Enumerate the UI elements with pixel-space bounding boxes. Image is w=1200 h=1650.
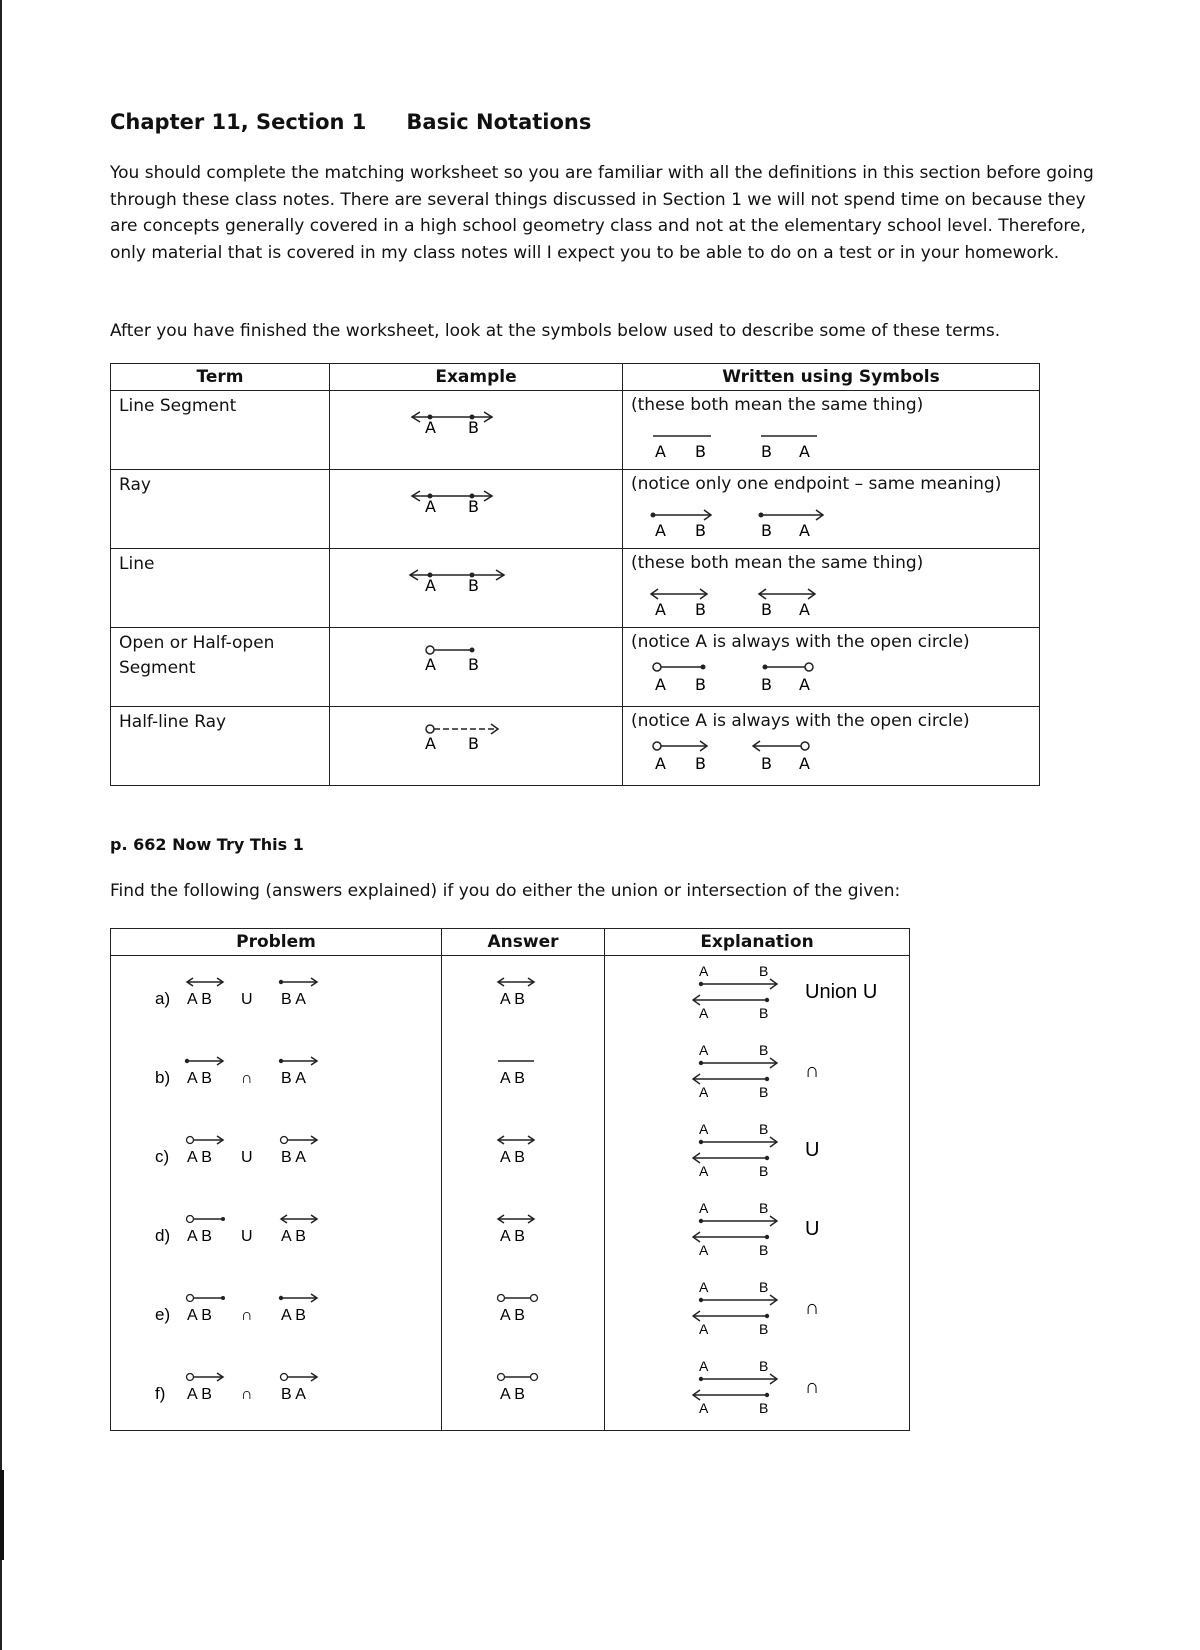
page-heading [110, 110, 591, 134]
header-symbols: Written using Symbols [623, 364, 1040, 391]
svg-text:B: B [761, 442, 772, 461]
table-header-row [111, 929, 910, 956]
section-title: p. 662 Now Try This 1 [110, 835, 304, 854]
answer-value: A B [500, 991, 525, 1008]
problem-letter: c) [155, 1147, 170, 1166]
svg-text:A: A [799, 442, 810, 461]
problem-notation [111, 1035, 441, 1114]
term-cell: Ray [119, 475, 151, 495]
answer-notation [442, 1272, 604, 1351]
sketch-label: B [759, 1200, 769, 1216]
operator-symbol: ∩ [241, 1307, 253, 1324]
svg-text:B: B [695, 442, 706, 461]
problem-letter: e) [155, 1305, 171, 1324]
problem-cell [111, 1035, 442, 1114]
union-intersection-table [110, 928, 910, 1431]
notation-table [110, 363, 1040, 786]
explanation-cell [605, 1351, 910, 1431]
svg-text:B: B [468, 655, 479, 674]
problem-cell [111, 1193, 442, 1272]
explanation-operator: U [805, 1139, 820, 1161]
problem-operand: A B [187, 1307, 212, 1324]
sketch-label: B [759, 1242, 769, 1258]
problem-operand: A B [187, 1228, 212, 1245]
table-row [111, 956, 910, 1036]
table-row [111, 549, 1040, 628]
symbols-note: (notice A is always with the open circle) [631, 632, 970, 652]
svg-text:A: A [655, 442, 666, 461]
answer-cell [442, 1114, 605, 1193]
point-label: B [468, 418, 479, 437]
explanation-sketch [605, 956, 909, 1035]
sketch-label: B [759, 1400, 769, 1416]
problem-operand: A B [281, 1228, 306, 1245]
answer-value: A B [500, 1149, 525, 1166]
term-cell: Open or Half-open Segment [119, 633, 275, 678]
answer-notation [442, 1351, 604, 1430]
svg-text:B: B [468, 734, 479, 753]
svg-text:B: B [761, 521, 772, 540]
problem-cell [111, 1272, 442, 1351]
answer-value: A B [500, 1307, 525, 1324]
table-row [111, 1035, 910, 1114]
problem-cell [111, 956, 442, 1036]
answer-notation [442, 1114, 604, 1193]
segment-symbol-diagram [623, 416, 1039, 466]
svg-text:A: A [799, 754, 810, 773]
problem-notation [111, 1193, 441, 1272]
sketch-label: A [699, 963, 709, 979]
operator-symbol: U [241, 1149, 253, 1166]
svg-text:B: B [468, 497, 479, 516]
problem-operand: B A [281, 1070, 306, 1087]
table-row [111, 470, 1040, 549]
sketch-label: A [699, 1321, 709, 1337]
sketch-label: A [699, 1400, 709, 1416]
term-cell: Half-line Ray [119, 712, 227, 732]
sketch-label: B [759, 1321, 769, 1337]
explanation-cell [605, 1114, 910, 1193]
instruction-paragraph: Find the following (answers explained) if you do either the union or intersection of the given: [110, 881, 901, 901]
explanation-sketch [605, 1114, 909, 1193]
problem-notation [111, 1272, 441, 1351]
symbols-cell [623, 549, 1040, 628]
svg-text:A: A [425, 497, 436, 516]
svg-text:B: B [695, 754, 706, 773]
term-cell: Line Segment [119, 396, 237, 416]
problem-operand: A B [187, 1149, 212, 1166]
explanation-cell [605, 956, 910, 1036]
answer-value: A B [500, 1228, 525, 1245]
open-segment-symbol-diagram [623, 653, 1039, 703]
sketch-label: B [759, 1042, 769, 1058]
sketch-label: B [759, 1084, 769, 1100]
problem-cell [111, 1114, 442, 1193]
sketch-label: A [699, 1279, 709, 1295]
table-row [111, 1193, 910, 1272]
header-answer: Answer [442, 929, 605, 956]
table-row [111, 391, 1040, 470]
svg-text:A: A [655, 521, 666, 540]
sketch-label: A [699, 1163, 709, 1179]
svg-text:B: B [468, 576, 479, 595]
example-cell [330, 549, 623, 628]
table-row [111, 1272, 910, 1351]
svg-text:A: A [655, 675, 666, 694]
sketch-label: A [699, 1200, 709, 1216]
example-cell [330, 470, 623, 549]
answer-value: A B [500, 1070, 525, 1087]
sketch-label: B [759, 963, 769, 979]
problem-notation [111, 1351, 441, 1430]
segment-example-diagram [330, 391, 622, 469]
sketch-label: A [699, 1084, 709, 1100]
explanation-cell [605, 1272, 910, 1351]
svg-text:B: B [761, 675, 772, 694]
svg-text:B: B [761, 754, 772, 773]
explanation-operator: ∩ [805, 1376, 820, 1398]
problem-operand: B A [281, 1386, 306, 1403]
svg-text:A: A [425, 576, 436, 595]
explanation-cell [605, 1035, 910, 1114]
explanation-sketch [605, 1035, 909, 1114]
answer-cell [442, 956, 605, 1036]
sketch-label: A [699, 1242, 709, 1258]
svg-text:A: A [425, 734, 436, 753]
term-cell: Line [119, 554, 155, 574]
header-example: Example [330, 364, 623, 391]
symbols-cell [623, 470, 1040, 549]
open-segment-example-diagram [330, 628, 622, 706]
sketch-label: B [759, 1005, 769, 1021]
explanation-operator: Union U [805, 981, 878, 1003]
answer-cell [442, 1035, 605, 1114]
problem-notation [111, 956, 441, 1035]
sketch-label: A [699, 1121, 709, 1137]
problem-notation [111, 1114, 441, 1193]
line-example-diagram [330, 549, 622, 627]
ray-example-diagram [330, 470, 622, 548]
svg-text:A: A [799, 600, 810, 619]
answer-cell [442, 1193, 605, 1272]
explanation-sketch [605, 1193, 909, 1272]
answer-value: A B [500, 1386, 525, 1403]
table-row [111, 707, 1040, 786]
svg-text:B: B [695, 521, 706, 540]
problem-cell [111, 1351, 442, 1431]
sketch-label: A [699, 1042, 709, 1058]
header-explanation: Explanation [605, 929, 910, 956]
sketch-label: B [759, 1163, 769, 1179]
problem-operand: A B [187, 991, 212, 1008]
after-paragraph: After you have finished the worksheet, look at the symbols below used to describe some of these terms. [110, 321, 1001, 341]
example-cell [330, 628, 623, 707]
chapter-title: Chapter 11, Section 1 [110, 110, 367, 134]
problem-operand: B A [281, 1149, 306, 1166]
intro-paragraph: You should complete the matching worksheet so you are familiar with all the definitions in this section before going through these class notes. There are several things discussed in Section 1 we will not spend time on because they are concepts generally covered in a high school geometry class and not at the elementary school level. Therefore, only material that is covered in my class notes will I expect you to be able to do on a test or in your homework. [110, 163, 1094, 263]
table-row [111, 1351, 910, 1431]
explanation-sketch [605, 1272, 909, 1351]
sketch-label: A [699, 1358, 709, 1374]
table-row [111, 628, 1040, 707]
table-header-row [111, 364, 1040, 391]
problem-operand: A B [281, 1307, 306, 1324]
svg-text:B: B [695, 600, 706, 619]
explanation-operator: U [805, 1218, 820, 1240]
line-symbol-diagram [623, 574, 1039, 624]
half-line-ray-example-diagram [330, 707, 622, 785]
svg-text:B: B [761, 600, 772, 619]
answer-cell [442, 1272, 605, 1351]
operator-symbol: ∩ [241, 1070, 253, 1087]
explanation-sketch [605, 1351, 909, 1430]
half-line-ray-symbol-diagram [623, 732, 1039, 782]
operator-symbol: U [241, 991, 253, 1008]
header-term: Term [111, 364, 330, 391]
problem-letter: f) [155, 1384, 166, 1403]
symbols-note: (notice only one endpoint – same meaning) [631, 474, 1002, 494]
svg-text:A: A [799, 675, 810, 694]
problem-letter: b) [155, 1068, 171, 1087]
problem-letter: d) [155, 1226, 171, 1245]
answer-notation [442, 1193, 604, 1272]
example-cell [330, 707, 623, 786]
svg-text:A: A [799, 521, 810, 540]
operator-symbol: ∩ [241, 1386, 253, 1403]
scan-edge [0, 0, 2, 1650]
svg-text:A: A [425, 655, 436, 674]
symbols-cell [623, 707, 1040, 786]
problem-operand: A B [187, 1070, 212, 1087]
symbols-note: (notice A is always with the open circle) [631, 711, 970, 731]
scan-edge-mark [0, 1470, 4, 1560]
topic-title: Basic Notations [406, 110, 592, 134]
sketch-label: B [759, 1358, 769, 1374]
symbols-note: (these both mean the same thing) [631, 395, 924, 415]
explanation-operator: ∩ [805, 1060, 820, 1082]
svg-text:A: A [655, 600, 666, 619]
ray-symbol-diagram [623, 495, 1039, 545]
explanation-cell [605, 1193, 910, 1272]
point-label: A [425, 418, 436, 437]
sketch-label: A [699, 1005, 709, 1021]
problem-operand: A B [187, 1386, 212, 1403]
sketch-label: B [759, 1121, 769, 1137]
header-problem: Problem [111, 929, 442, 956]
symbols-cell [623, 391, 1040, 470]
problem-operand: B A [281, 991, 306, 1008]
symbols-cell [623, 628, 1040, 707]
operator-symbol: U [241, 1228, 253, 1245]
answer-notation [442, 956, 604, 1035]
answer-cell [442, 1351, 605, 1431]
symbols-note: (these both mean the same thing) [631, 553, 924, 573]
problem-letter: a) [155, 989, 171, 1008]
sketch-label: B [759, 1279, 769, 1295]
answer-notation [442, 1035, 604, 1114]
example-cell [330, 391, 623, 470]
explanation-operator: ∩ [805, 1297, 820, 1319]
table-row [111, 1114, 910, 1193]
svg-text:A: A [655, 754, 666, 773]
svg-text:B: B [695, 675, 706, 694]
